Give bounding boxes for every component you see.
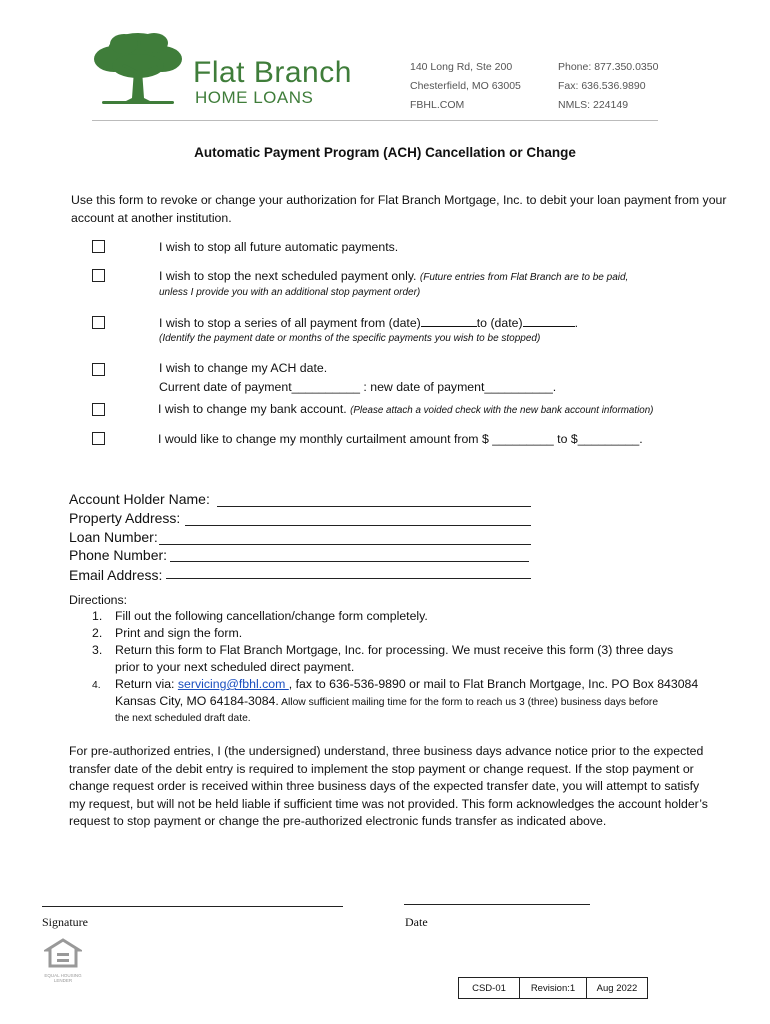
property-address-label: Property Address: bbox=[69, 510, 181, 526]
equal-housing-logo bbox=[44, 938, 82, 983]
from-date-blank[interactable] bbox=[421, 315, 477, 327]
step-4a bbox=[115, 676, 698, 693]
loan-number-line[interactable] bbox=[159, 544, 531, 545]
email-address-label: Email Address: bbox=[69, 567, 163, 583]
option-change-bank-note: (Please attach a voided check with the new bank account information) bbox=[350, 405, 654, 416]
step-number-1: 1. bbox=[92, 609, 103, 623]
nmls-text: NMLS: 224149 bbox=[558, 99, 629, 111]
option-stop-all: I wish to stop all future automatic payments. bbox=[159, 240, 399, 254]
option-change-bank bbox=[158, 402, 653, 416]
email-address-line[interactable] bbox=[166, 578, 531, 579]
option-change-bank-label: I wish to change my bank account. bbox=[158, 402, 347, 416]
option-stop-next-note-b: unless I provide you with an additional stop payment order) bbox=[159, 287, 421, 298]
step-number-2: 2. bbox=[92, 626, 103, 640]
option-stop-next-note-a: (Future entries from Flat Branch are to be paid, bbox=[419, 272, 629, 283]
directions-heading: Directions: bbox=[69, 593, 128, 607]
option-change-date: I wish to change my ACH date. bbox=[159, 361, 328, 375]
checkbox-change-curtailment[interactable] bbox=[92, 432, 105, 445]
step-4b bbox=[115, 693, 658, 711]
header-contact bbox=[558, 58, 658, 115]
option-stop-series-note: (Identify the payment date or months of the specific payments you wish to be stopped) bbox=[159, 333, 541, 344]
step-4c: the next scheduled draft date. bbox=[115, 713, 251, 724]
date-line[interactable] bbox=[404, 904, 590, 905]
servicing-email-link[interactable]: servicing@fbhl.com bbox=[177, 677, 289, 691]
to-date-blank[interactable] bbox=[523, 315, 575, 327]
step-3b: prior to your next scheduled direct payment. bbox=[115, 660, 355, 674]
step-4-prefix: Return via: bbox=[115, 677, 178, 691]
phone-number-line[interactable] bbox=[170, 561, 529, 562]
loan-number-label: Loan Number: bbox=[69, 529, 158, 545]
form-title: Automatic Payment Program (ACH) Cancellation or Change bbox=[194, 145, 576, 160]
step-4b-note: Allow sufficient mailing time for the form to reach us 3 (three) business days before bbox=[278, 697, 659, 708]
checkbox-stop-series[interactable] bbox=[92, 316, 105, 329]
form-code-table bbox=[458, 977, 648, 999]
form-code: CSD-01 bbox=[459, 978, 520, 998]
form-date: Aug 2022 bbox=[596, 982, 638, 994]
form-revision: Revision:1 bbox=[520, 978, 587, 998]
tree-logo-icon bbox=[88, 26, 188, 106]
account-holder-label: Account Holder Name: bbox=[69, 491, 210, 507]
equal-housing-text: EQUAL HOUSING LENDER bbox=[44, 973, 82, 983]
signature-label: Signature bbox=[42, 915, 88, 929]
option-change-date-detail: Current date of payment__________ : new date of payment__________. bbox=[159, 380, 557, 394]
option-stop-series-to: to (date) bbox=[476, 316, 523, 330]
step-number-4: 4. bbox=[92, 680, 101, 691]
signature-line[interactable] bbox=[42, 906, 343, 907]
step-1: Fill out the following cancellation/change form completely. bbox=[115, 609, 428, 623]
account-holder-line[interactable] bbox=[217, 506, 531, 507]
step-4-suffix: , fax to 636-536-9890 or mail to Flat Branch Mortgage, Inc. PO Box 843084 bbox=[288, 677, 699, 691]
address-line2: Chesterfield, MO 63005 bbox=[410, 80, 521, 92]
option-stop-series-from: I wish to stop a series of all payment from (date) bbox=[159, 316, 421, 330]
address-line1: 140 Long Rd, Ste 200 bbox=[410, 61, 513, 73]
option-stop-next-label: I wish to stop the next scheduled payment only. bbox=[159, 269, 417, 283]
step-number-3: 3. bbox=[92, 643, 103, 657]
step-3a: Return this form to Flat Branch Mortgage, Inc. for processing. We must receive this form (3) three days bbox=[115, 643, 674, 657]
option-stop-series-end: . bbox=[574, 316, 578, 330]
checkbox-change-date[interactable] bbox=[92, 363, 105, 376]
checkbox-stop-all[interactable] bbox=[92, 240, 105, 253]
brand-name: Flat Branch bbox=[193, 56, 352, 89]
fax-text: Fax: 636.536.9890 bbox=[558, 80, 646, 92]
acknowledgement-paragraph: For pre-authorized entries, I (the undersigned) understand, three business days advance notice prior to the expected transfer date of the debit entry is required to implement the stop payment or change request. If the stop payment or change request order is received within three business days of the expected transfer date, you will attempt to satisfy my request, but will not be held liable if sufficient time was not provided. This form acknowledges the account holder’s request to stop payment or change the pre-authorized electronic funds transfer as indicated above. bbox=[69, 744, 708, 828]
option-stop-series bbox=[159, 315, 578, 330]
phone-number-label: Phone Number: bbox=[69, 547, 168, 563]
header-divider bbox=[92, 120, 658, 121]
equal-housing-icon bbox=[44, 938, 82, 968]
option-change-curtailment: I would like to change my monthly curtailment amount from $ _________ to $_________. bbox=[158, 432, 643, 446]
header-address bbox=[410, 58, 521, 115]
option-stop-next bbox=[159, 269, 628, 283]
step-2: Print and sign the form. bbox=[115, 626, 243, 640]
checkbox-change-bank[interactable] bbox=[92, 403, 105, 416]
step-4b-address: Kansas City, MO 64184-3084. bbox=[115, 694, 279, 708]
brand-subtitle: HOME LOANS bbox=[195, 88, 314, 107]
property-address-line[interactable] bbox=[185, 525, 531, 526]
checkbox-stop-next[interactable] bbox=[92, 269, 105, 282]
intro-text: Use this form to revoke or change your authorization for Flat Branch Mortgage, Inc. to debit your loan payment from your account at another institution. bbox=[71, 193, 727, 225]
website-text: FBHL.COM bbox=[410, 99, 465, 111]
date-label: Date bbox=[405, 915, 428, 929]
phone-text: Phone: 877.350.0350 bbox=[558, 61, 659, 73]
